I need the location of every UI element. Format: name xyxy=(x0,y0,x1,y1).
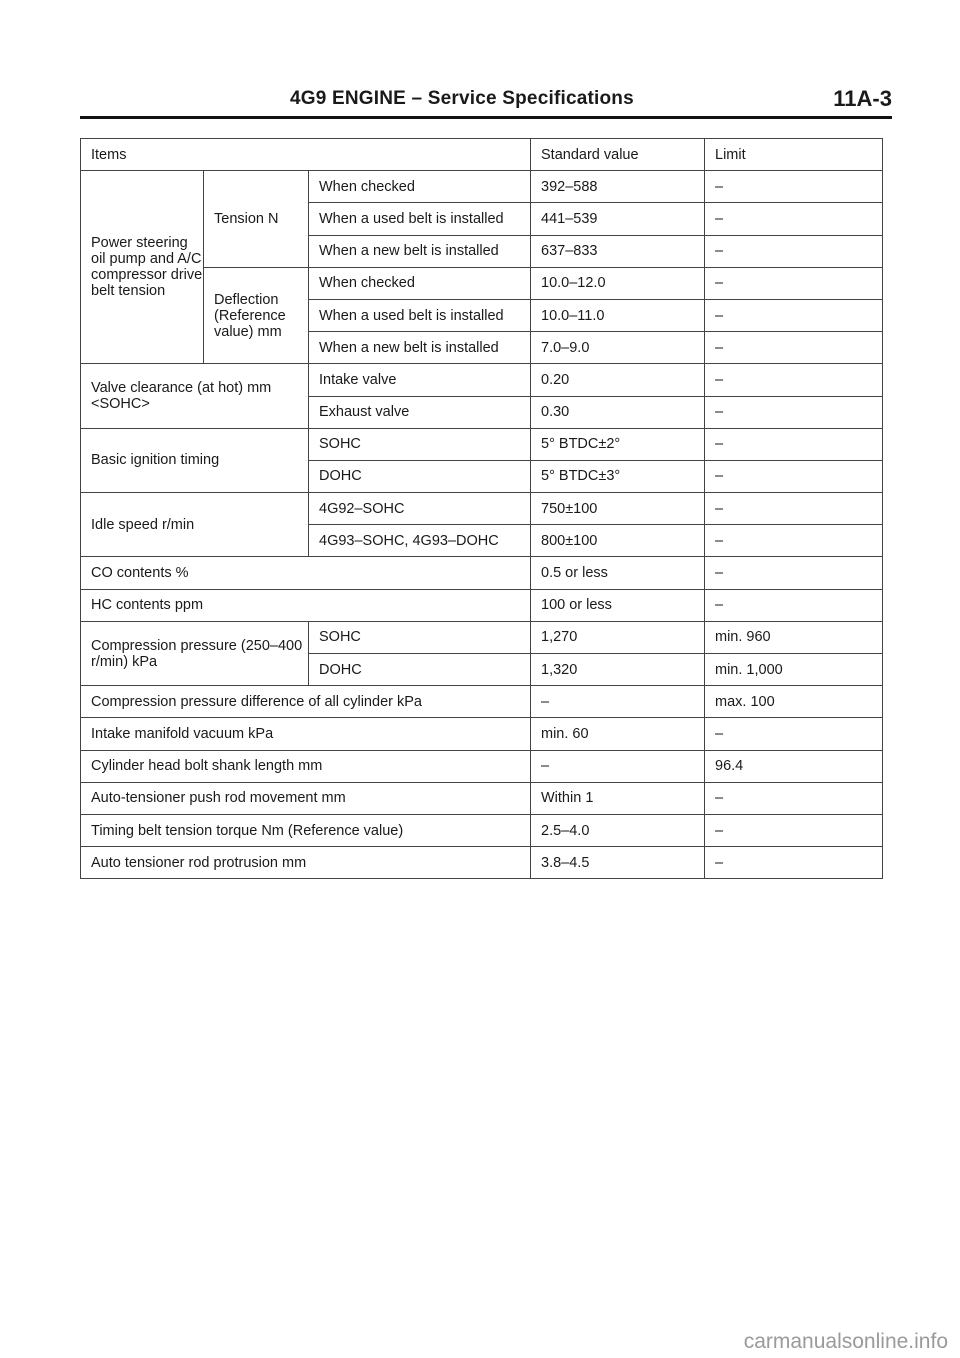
spec-standard: – xyxy=(531,750,705,782)
belt-condition: When a used belt is installed xyxy=(309,299,531,331)
idle-condition: 4G93–SOHC, 4G93–DOHC xyxy=(309,525,531,557)
header-standard-value: Standard value xyxy=(531,139,705,171)
spec-label: Auto-tensioner push rod movement mm xyxy=(81,782,531,814)
co-limit: – xyxy=(705,557,883,589)
compression-label: Compression pressure (250–400 r/min) kPa xyxy=(81,621,309,685)
page-number: 11A-3 xyxy=(833,86,892,111)
table-row xyxy=(81,364,883,396)
belt-limit: – xyxy=(705,332,883,364)
ignition-limit: – xyxy=(705,460,883,492)
belt-condition: When a used belt is installed xyxy=(309,203,531,235)
header-limit: Limit xyxy=(705,139,883,171)
idle-standard: 750±100 xyxy=(531,493,705,525)
compression-condition: SOHC xyxy=(309,621,531,653)
tension-label: Tension N xyxy=(204,171,309,268)
spec-label: Cylinder head bolt shank length mm xyxy=(81,750,531,782)
table-row xyxy=(81,814,883,846)
deflection-label: Deflection (Reference value) mm xyxy=(204,267,309,364)
table-row xyxy=(81,493,883,525)
header-items: Items xyxy=(81,139,531,171)
belt-condition: When a new belt is installed xyxy=(309,332,531,364)
table-row xyxy=(81,847,883,879)
ignition-timing-label: Basic ignition timing xyxy=(81,428,309,492)
page-title: 4G9 ENGINE – Service Specifications xyxy=(290,88,634,109)
compression-limit: min. 960 xyxy=(705,621,883,653)
idle-speed-label: Idle speed r/min xyxy=(81,493,309,557)
spec-standard: – xyxy=(531,686,705,718)
belt-standard: 441–539 xyxy=(531,203,705,235)
table-row xyxy=(81,718,883,750)
belt-standard: 392–588 xyxy=(531,171,705,203)
hc-label: HC contents ppm xyxy=(81,589,531,621)
table-row xyxy=(81,428,883,460)
idle-limit: – xyxy=(705,525,883,557)
co-label: CO contents % xyxy=(81,557,531,589)
spec-standard: min. 60 xyxy=(531,718,705,750)
spec-limit: – xyxy=(705,718,883,750)
belt-group-label: Power steering oil pump and A/C compressor drive belt tension xyxy=(81,171,204,364)
ignition-condition: DOHC xyxy=(309,460,531,492)
spec-label: Timing belt tension torque Nm (Reference value) xyxy=(81,814,531,846)
belt-condition: When a new belt is installed xyxy=(309,235,531,267)
table-header-row xyxy=(81,139,883,171)
valve-condition: Intake valve xyxy=(309,364,531,396)
spec-label: Intake manifold vacuum kPa xyxy=(81,718,531,750)
page-header xyxy=(80,88,892,118)
belt-standard: 10.0–11.0 xyxy=(531,299,705,331)
co-standard: 0.5 or less xyxy=(531,557,705,589)
spec-label: Compression pressure difference of all cylinder kPa xyxy=(81,686,531,718)
table-row xyxy=(81,621,883,653)
spec-standard: Within 1 xyxy=(531,782,705,814)
belt-limit: – xyxy=(705,203,883,235)
belt-limit: – xyxy=(705,171,883,203)
valve-limit: – xyxy=(705,364,883,396)
spec-limit: – xyxy=(705,847,883,879)
spec-limit: max. 100 xyxy=(705,686,883,718)
table-row xyxy=(81,171,883,203)
belt-condition: When checked xyxy=(309,267,531,299)
table-row xyxy=(81,686,883,718)
idle-standard: 800±100 xyxy=(531,525,705,557)
valve-limit: – xyxy=(705,396,883,428)
spec-limit: – xyxy=(705,782,883,814)
table-row xyxy=(81,782,883,814)
compression-standard: 1,320 xyxy=(531,654,705,686)
ignition-limit: – xyxy=(705,428,883,460)
header-rule xyxy=(80,116,892,119)
watermark-text: carmanualsonline.info xyxy=(743,1330,948,1353)
belt-standard: 10.0–12.0 xyxy=(531,267,705,299)
service-spec-table xyxy=(80,138,883,879)
spec-standard: 2.5–4.0 xyxy=(531,814,705,846)
belt-standard: 637–833 xyxy=(531,235,705,267)
valve-standard: 0.20 xyxy=(531,364,705,396)
table-row xyxy=(81,750,883,782)
table-row xyxy=(81,557,883,589)
idle-condition: 4G92–SOHC xyxy=(309,493,531,525)
hc-standard: 100 or less xyxy=(531,589,705,621)
belt-limit: – xyxy=(705,299,883,331)
spec-standard: 3.8–4.5 xyxy=(531,847,705,879)
table-row xyxy=(81,589,883,621)
idle-limit: – xyxy=(705,493,883,525)
valve-condition: Exhaust valve xyxy=(309,396,531,428)
spec-label: Auto tensioner rod protrusion mm xyxy=(81,847,531,879)
valve-standard: 0.30 xyxy=(531,396,705,428)
spec-limit: 96.4 xyxy=(705,750,883,782)
belt-condition: When checked xyxy=(309,171,531,203)
spec-limit: – xyxy=(705,814,883,846)
ignition-standard: 5° BTDC±2° xyxy=(531,428,705,460)
compression-standard: 1,270 xyxy=(531,621,705,653)
ignition-standard: 5° BTDC±3° xyxy=(531,460,705,492)
hc-limit: – xyxy=(705,589,883,621)
compression-condition: DOHC xyxy=(309,654,531,686)
valve-clearance-label: Valve clearance (at hot) mm <SOHC> xyxy=(81,364,309,428)
belt-limit: – xyxy=(705,235,883,267)
belt-standard: 7.0–9.0 xyxy=(531,332,705,364)
ignition-condition: SOHC xyxy=(309,428,531,460)
compression-limit: min. 1,000 xyxy=(705,654,883,686)
belt-limit: – xyxy=(705,267,883,299)
